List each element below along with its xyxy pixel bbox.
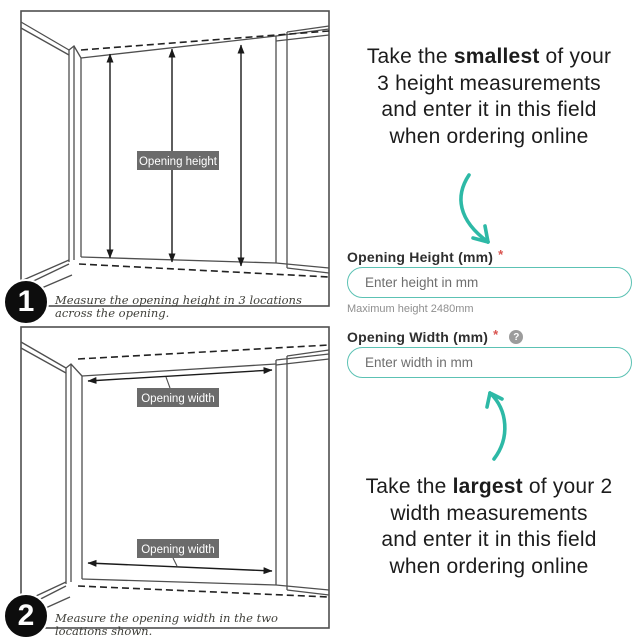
opening-height-annotation (137, 151, 219, 170)
dashed-measure-lines (78, 345, 329, 597)
max-height-helper-text: Maximum height 2480mm (347, 303, 474, 315)
instruction-bottom-line2: width measurements (390, 501, 588, 525)
diagram-2-caption: Measure the opening width in the two locations shown. (55, 611, 278, 638)
instruction-top (338, 44, 640, 150)
opening-height-input[interactable] (347, 267, 632, 298)
curved-arrow-up-icon (478, 388, 520, 464)
instruction-top-line3: and enter it in this field (381, 98, 597, 121)
room-outline (21, 327, 329, 628)
width-diagram-illustration (20, 326, 330, 630)
step-2-badge: 2 (3, 593, 49, 639)
opening-width-annotation-label: Opening width (141, 393, 215, 405)
instruction-bottom-line4: when ordering online (389, 554, 589, 578)
instruction-top-line1: Take the smallest of your (366, 45, 612, 68)
opening-height-label: Opening Height (mm) * (347, 246, 504, 265)
required-asterisk: * (493, 326, 499, 342)
diagram-1-caption: Measure the opening height in 3 locations across the opening. (55, 293, 302, 320)
opening-width-annotation-label: Opening width (141, 544, 215, 556)
opening-width-annotation-top (137, 377, 219, 407)
required-asterisk: * (498, 246, 504, 262)
height-diagram-illustration (20, 10, 330, 308)
instruction-bottom (338, 474, 640, 580)
instruction-bottom-line1: Take the largest of your 2 (365, 475, 613, 498)
instruction-top-line2: 3 height measurements (377, 71, 601, 95)
instruction-bottom-line3: and enter it in this field (381, 528, 597, 551)
curved-arrow-down-icon (452, 172, 507, 250)
step-1-badge: 1 (3, 279, 49, 325)
opening-height-annotation-label: Opening height (138, 156, 218, 168)
opening-width-label: Opening Width (mm) * ? (347, 329, 523, 345)
opening-width-input[interactable] (347, 347, 632, 378)
help-icon[interactable]: ? (509, 330, 523, 344)
opening-width-annotation-bottom (137, 539, 219, 566)
instruction-top-line4: when ordering online (389, 124, 589, 148)
